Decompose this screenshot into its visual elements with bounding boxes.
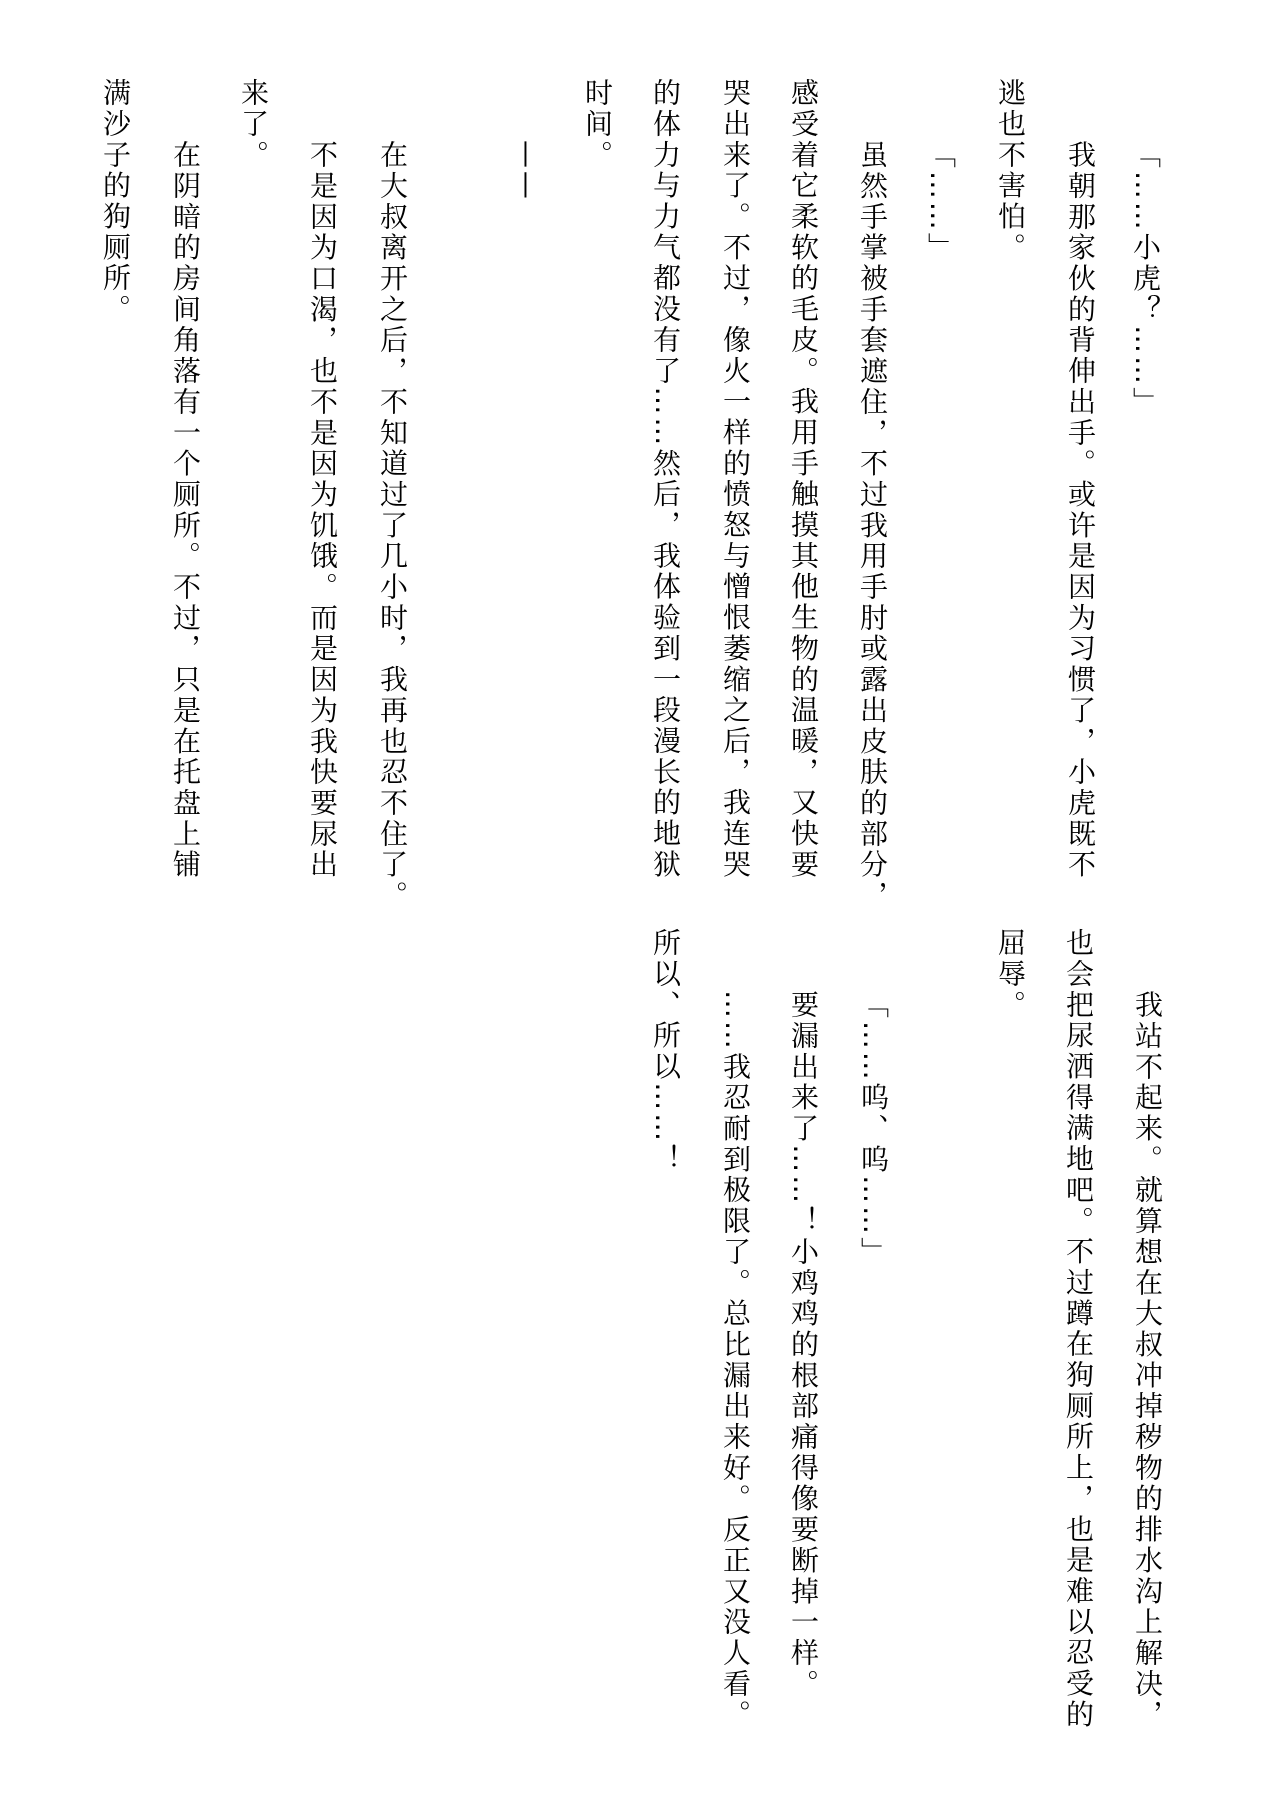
- text-line: 所以、所以……！: [649, 928, 682, 1175]
- text-line: 「……小虎？……」: [1129, 139, 1162, 418]
- paragraph: [0, 78, 1280, 898]
- text-line: 感受着它柔软的毛皮。我用手触摸其他生物的温暖，又快要: [787, 78, 820, 881]
- text-line: 要漏出来了……！小鸡鸡的根部痛得像要断掉一样。: [787, 989, 820, 1700]
- text-line: 逃也不害怕。: [994, 78, 1027, 264]
- text-line: 不是因为口渴，也不是因为饥饿。而是因为我快要尿出: [306, 139, 339, 881]
- upper-text-block: [0, 78, 1280, 911]
- text-line: 「……」: [924, 139, 957, 264]
- text-line: 哭出来了。不过，像火一样的愤怒与憎恨萎缩之后，我连哭: [719, 78, 752, 881]
- text-line: 我站不起来。就算想在大叔冲掉秽物的排水沟上解决，: [1131, 989, 1164, 1731]
- text-line: 在阴暗的房间角落有一个厕所。不过，只是在托盘上铺: [169, 139, 202, 881]
- text-line: 的体力与力气都没有了……然后，我体验到一段漫长的地狱: [649, 78, 682, 881]
- text-line: 我朝那家伙的背伸出手。或许是因为习惯了，小虎既不: [1064, 139, 1097, 881]
- text-line: 时间。: [581, 78, 614, 171]
- text-line: ……我忍耐到极限了。总比漏出来好。反正又没人看。: [719, 989, 752, 1731]
- paragraph: [0, 928, 1280, 1748]
- scene-break-dash: ——: [511, 139, 544, 202]
- text-line: 来了。: [237, 78, 270, 171]
- text-line: 「……呜、呜……」: [857, 989, 890, 1268]
- lower-text-block: [0, 928, 1280, 1748]
- text-line: 屈辱。: [994, 928, 1027, 1021]
- text-line: 满沙子的狗厕所。: [99, 78, 132, 325]
- text-line: 也会把尿洒得满地吧。不过蹲在狗厕所上，也是难以忍受的: [1062, 928, 1095, 1731]
- text-line: 在大叔离开之后，不知道过了几小时，我再也忍不住了。: [376, 139, 409, 911]
- text-line: 虽然手掌被手套遮住，不过我用手肘或露出皮肤的部分，: [856, 139, 889, 911]
